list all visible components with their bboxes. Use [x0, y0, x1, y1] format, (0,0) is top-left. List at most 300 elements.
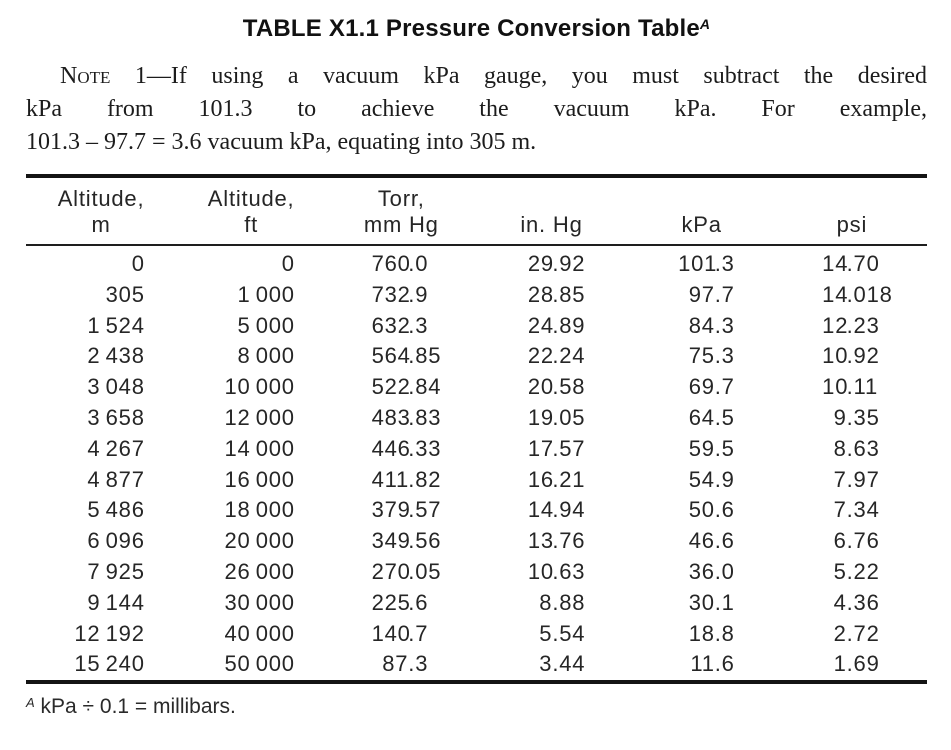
table-row	[26, 341, 927, 372]
cell-value	[822, 465, 895, 496]
cell-value-frac: .3	[714, 343, 735, 369]
cell-value-int: 20	[527, 374, 554, 400]
cell-value-frac: .22	[846, 558, 880, 584]
cell-kpa	[627, 245, 777, 280]
cell-altitude-ft	[176, 526, 326, 557]
cell-value-frac: .5	[714, 404, 735, 430]
cell-value-frac: .3	[714, 251, 735, 276]
cell-value-int: 10	[527, 558, 554, 584]
cell-value-int: 12 192	[74, 620, 145, 646]
cell-torr-mm-hg	[326, 341, 476, 372]
cell-value-frac: .0	[408, 251, 429, 276]
cell-value-int: 22	[527, 343, 554, 369]
cell-altitude-m	[26, 372, 176, 403]
cell-value-int: 9 144	[87, 589, 145, 615]
cell-value-frac: .76	[846, 528, 880, 554]
cell-value	[822, 434, 895, 465]
cell-value	[71, 588, 144, 619]
cell-value	[221, 311, 294, 342]
cell-torr-mm-hg	[326, 619, 476, 650]
cell-value	[71, 249, 144, 280]
cell-psi	[777, 245, 927, 280]
cell-value	[528, 495, 589, 526]
column-header-line1: Altitude,	[57, 186, 145, 211]
cell-value-int: 12 000	[224, 404, 295, 430]
cell-value-int: 101	[678, 251, 718, 276]
cell-value	[71, 465, 144, 496]
cell-in-hg	[476, 619, 626, 650]
cell-value	[528, 372, 589, 403]
cell-value-frac: .33	[408, 435, 442, 461]
cell-value	[822, 526, 895, 557]
cell-value	[221, 434, 294, 465]
cell-value-int: 40 000	[224, 620, 295, 646]
cell-value	[221, 649, 294, 680]
cell-value-frac: .72	[846, 620, 880, 646]
cell-value	[528, 649, 589, 680]
cell-value	[221, 588, 294, 619]
cell-psi	[777, 495, 927, 526]
cell-value	[71, 495, 144, 526]
cell-value-frac: .56	[408, 528, 442, 554]
cell-value-int: 14 000	[224, 435, 295, 461]
cell-value-frac: .0	[714, 558, 735, 584]
note-line-3: 101.3 – 97.7 = 3.6 vacuum kPa, equating into 305 m.	[26, 129, 537, 155]
cell-altitude-m	[26, 588, 176, 619]
cell-psi	[777, 341, 927, 372]
cell-value-frac: .11	[846, 374, 878, 400]
cell-value	[678, 588, 739, 619]
cell-value-int: 1 000	[237, 281, 295, 307]
cell-psi	[777, 372, 927, 403]
cell-altitude-m	[26, 557, 176, 588]
cell-value-int: 15 240	[74, 651, 145, 677]
cell-value	[678, 403, 739, 434]
cell-value-int: 760	[371, 251, 411, 276]
cell-psi	[777, 311, 927, 342]
cell-value	[822, 557, 895, 588]
cell-torr-mm-hg	[326, 280, 476, 311]
pressure-conversion-table	[26, 174, 927, 684]
cell-value	[71, 557, 144, 588]
cell-in-hg	[476, 280, 626, 311]
table-row	[26, 649, 927, 682]
cell-torr-mm-hg	[326, 372, 476, 403]
cell-value	[221, 403, 294, 434]
cell-value	[678, 649, 739, 680]
note-line-1-text: 1—If using a vacuum kPa gauge, you must subtract the desired	[110, 63, 927, 89]
cell-value-int: 20 000	[224, 528, 295, 554]
cell-value-frac: .7	[714, 281, 735, 307]
cell-psi	[777, 434, 927, 465]
cell-kpa	[627, 526, 777, 557]
cell-value-int: 18 000	[224, 497, 295, 523]
cell-value-int: 11	[690, 651, 715, 677]
cell-kpa	[627, 495, 777, 526]
cell-value-frac: .3	[714, 312, 735, 338]
cell-value-int: 29	[527, 251, 554, 276]
cell-value	[528, 280, 589, 311]
cell-altitude-m	[26, 649, 176, 682]
cell-value-int: 18	[688, 620, 715, 646]
cell-value	[678, 249, 739, 280]
cell-value-int: 64	[688, 404, 715, 430]
cell-torr-mm-hg	[326, 434, 476, 465]
cell-value	[71, 280, 144, 311]
cell-value-int: 14	[822, 281, 849, 307]
cell-value	[372, 311, 445, 342]
cell-value-int: 5	[539, 620, 553, 646]
cell-altitude-ft	[176, 588, 326, 619]
cell-altitude-ft	[176, 495, 326, 526]
table-title	[26, 14, 927, 44]
table-header-row	[26, 176, 927, 245]
cell-value	[221, 372, 294, 403]
note-label: Note	[60, 63, 111, 89]
cell-value-frac: .6	[714, 651, 735, 677]
cell-psi	[777, 619, 927, 650]
cell-altitude-ft	[176, 311, 326, 342]
cell-value-frac: .1	[714, 589, 735, 615]
cell-value-frac: .94	[552, 497, 586, 523]
cell-in-hg	[476, 557, 626, 588]
cell-kpa	[627, 619, 777, 650]
cell-value	[372, 403, 445, 434]
cell-value	[71, 311, 144, 342]
cell-value-frac: .92	[846, 343, 880, 369]
cell-value-int: 5 486	[87, 497, 145, 523]
cell-value	[71, 434, 144, 465]
cell-value-int: 16 000	[224, 466, 295, 492]
table-row	[26, 557, 927, 588]
cell-torr-mm-hg	[326, 245, 476, 280]
cell-value-int: 379	[371, 497, 411, 523]
table-row	[26, 434, 927, 465]
cell-value-int: 2 438	[87, 343, 145, 369]
cell-value-frac: .54	[552, 620, 586, 646]
column-header-altitude-m	[26, 176, 176, 245]
cell-value-int: 564	[371, 343, 411, 369]
cell-value-int: 8	[833, 435, 847, 461]
cell-value	[221, 341, 294, 372]
cell-value-int: 7 925	[87, 558, 145, 584]
cell-value-frac: .6	[714, 497, 735, 523]
column-header-line2: kPa	[681, 212, 722, 237]
cell-in-hg	[476, 495, 626, 526]
cell-in-hg	[476, 649, 626, 682]
cell-value-int: 225	[371, 589, 411, 615]
cell-psi	[777, 649, 927, 682]
table-row	[26, 465, 927, 496]
cell-value-int: 522	[371, 374, 411, 400]
cell-value-int: 14	[527, 497, 554, 523]
cell-value-frac: .69	[846, 651, 880, 677]
cell-value-int: 24	[527, 312, 554, 338]
cell-value	[372, 249, 445, 280]
cell-kpa	[627, 649, 777, 682]
cell-value-int: 97	[688, 281, 715, 307]
cell-torr-mm-hg	[326, 403, 476, 434]
cell-altitude-m	[26, 311, 176, 342]
cell-value-int: 732	[371, 281, 411, 307]
cell-value-int: 140	[371, 620, 411, 646]
cell-value-int: 50 000	[224, 651, 295, 677]
cell-torr-mm-hg	[326, 649, 476, 682]
cell-value-int: 46	[688, 528, 715, 554]
cell-value-frac: .05	[408, 558, 442, 584]
cell-value-frac: .63	[846, 435, 880, 461]
cell-value-frac: .63	[552, 558, 586, 584]
cell-altitude-m	[26, 465, 176, 496]
cell-value-int: 1 524	[87, 312, 145, 338]
cell-value	[221, 619, 294, 650]
cell-value-frac: .3	[408, 312, 429, 338]
cell-value-int: 10	[822, 374, 849, 400]
cell-torr-mm-hg	[326, 495, 476, 526]
cell-value-int: 2	[833, 620, 847, 646]
cell-torr-mm-hg	[326, 557, 476, 588]
table-row	[26, 495, 927, 526]
column-header-in-hg	[476, 176, 626, 245]
cell-value-int: 3 658	[87, 404, 145, 430]
cell-value-int: 5 000	[237, 312, 295, 338]
cell-value-int: 84	[688, 312, 715, 338]
cell-value	[528, 434, 589, 465]
cell-in-hg	[476, 311, 626, 342]
cell-value	[372, 649, 445, 680]
cell-value-int: 3	[539, 651, 553, 677]
cell-value-frac: .018	[846, 281, 893, 307]
cell-value-int: 50	[688, 497, 715, 523]
cell-kpa	[627, 588, 777, 619]
cell-value-int: 8 000	[237, 343, 295, 369]
cell-psi	[777, 280, 927, 311]
column-header-line1: Altitude,	[207, 186, 295, 211]
cell-value-int: 87	[382, 651, 409, 677]
cell-value-frac: .9	[408, 281, 429, 307]
column-header-line2: mm Hg	[363, 212, 439, 237]
cell-value-frac: .34	[846, 497, 880, 523]
cell-psi	[777, 465, 927, 496]
cell-torr-mm-hg	[326, 311, 476, 342]
cell-altitude-ft	[176, 245, 326, 280]
table-row	[26, 245, 927, 280]
cell-altitude-ft	[176, 434, 326, 465]
cell-value-frac: .97	[846, 466, 880, 492]
cell-value	[822, 619, 895, 650]
cell-kpa	[627, 280, 777, 311]
cell-value-int: 7	[833, 497, 847, 523]
cell-altitude-ft	[176, 372, 326, 403]
cell-value-frac: .05	[552, 404, 586, 430]
cell-value	[71, 526, 144, 557]
cell-value	[678, 557, 739, 588]
cell-value-frac: .21	[552, 466, 586, 492]
cell-value-int: 9	[833, 404, 847, 430]
cell-value	[822, 280, 895, 311]
cell-value-frac: .85	[408, 343, 442, 369]
cell-value	[678, 434, 739, 465]
cell-value-frac: .44	[552, 651, 586, 677]
cell-value-frac: .88	[552, 589, 586, 615]
cell-torr-mm-hg	[326, 526, 476, 557]
cell-value	[372, 588, 445, 619]
cell-value-int: 30	[688, 589, 715, 615]
cell-value-int: 6	[833, 528, 847, 554]
cell-value	[372, 372, 445, 403]
cell-value	[372, 619, 445, 650]
cell-value-int: 0	[131, 251, 145, 276]
cell-value	[372, 526, 445, 557]
table-header	[26, 176, 927, 245]
cell-value	[528, 588, 589, 619]
cell-value	[528, 619, 589, 650]
cell-value-frac: .7	[408, 620, 429, 646]
cell-value-frac: .23	[846, 312, 880, 338]
cell-kpa	[627, 465, 777, 496]
cell-altitude-ft	[176, 403, 326, 434]
column-header-psi	[777, 176, 927, 245]
cell-value	[678, 619, 739, 650]
cell-value	[822, 372, 895, 403]
cell-torr-mm-hg	[326, 588, 476, 619]
cell-value	[221, 249, 294, 280]
table-row	[26, 403, 927, 434]
cell-value	[71, 403, 144, 434]
cell-value-frac: .83	[408, 404, 442, 430]
cell-value	[221, 280, 294, 311]
cell-value	[71, 649, 144, 680]
cell-value-int: 305	[105, 281, 145, 307]
column-header-line2: in. Hg	[520, 212, 583, 237]
cell-value	[221, 526, 294, 557]
cell-value	[372, 495, 445, 526]
cell-value	[221, 557, 294, 588]
column-header-line2: ft	[244, 212, 259, 237]
cell-value	[528, 465, 589, 496]
cell-value-int: 69	[688, 374, 715, 400]
cell-altitude-m	[26, 341, 176, 372]
cell-psi	[777, 588, 927, 619]
cell-altitude-m	[26, 495, 176, 526]
cell-value-int: 3 048	[87, 374, 145, 400]
cell-value-int: 36	[688, 558, 715, 584]
cell-value-frac: .57	[552, 435, 586, 461]
cell-value-int: 14	[822, 251, 849, 276]
cell-altitude-m	[26, 434, 176, 465]
cell-in-hg	[476, 526, 626, 557]
cell-value	[71, 619, 144, 650]
cell-value-frac: .85	[552, 281, 586, 307]
cell-value	[678, 341, 739, 372]
cell-value-frac: .35	[846, 404, 880, 430]
cell-kpa	[627, 372, 777, 403]
cell-altitude-ft	[176, 341, 326, 372]
cell-kpa	[627, 311, 777, 342]
cell-value	[372, 557, 445, 588]
cell-altitude-m	[26, 403, 176, 434]
cell-value-int: 4	[833, 589, 847, 615]
cell-value-int: 483	[371, 404, 411, 430]
cell-value	[528, 249, 589, 280]
cell-value-frac: .3	[408, 651, 429, 677]
cell-value	[528, 526, 589, 557]
cell-value-int: 75	[688, 343, 715, 369]
cell-value-int: 4 877	[87, 466, 145, 492]
cell-altitude-ft	[176, 619, 326, 650]
cell-value-int: 13	[527, 528, 554, 554]
note-line-1	[26, 60, 927, 93]
cell-value-frac: .6	[714, 528, 735, 554]
cell-value	[372, 280, 445, 311]
cell-torr-mm-hg	[326, 465, 476, 496]
cell-value-int: 5	[833, 558, 847, 584]
cell-value-frac: .6	[408, 589, 429, 615]
cell-value-int: 10	[822, 343, 849, 369]
cell-value-int: 28	[527, 281, 554, 307]
cell-value-frac: .70	[846, 251, 880, 276]
table-body	[26, 245, 927, 682]
cell-in-hg	[476, 245, 626, 280]
table-title-footnote-ref: A	[699, 16, 711, 32]
column-header-line1: Torr,	[377, 186, 425, 211]
table-title-text: TABLE X1.1 Pressure Conversion Table	[242, 15, 700, 42]
cell-value	[822, 311, 895, 342]
cell-value	[822, 403, 895, 434]
cell-value-int: 8	[539, 589, 553, 615]
column-header-line2: psi	[836, 212, 868, 237]
cell-value-int: 16	[527, 466, 554, 492]
table-row	[26, 588, 927, 619]
cell-value-frac: .89	[552, 312, 586, 338]
footnote-text: kPa ÷ 0.1 = millibars.	[34, 695, 236, 719]
cell-altitude-ft	[176, 649, 326, 682]
cell-in-hg	[476, 434, 626, 465]
cell-value-frac: .7	[714, 374, 735, 400]
cell-value-frac: .92	[552, 251, 586, 276]
cell-in-hg	[476, 403, 626, 434]
cell-value-int: 6 096	[87, 528, 145, 554]
cell-value	[822, 649, 895, 680]
cell-value-frac: .36	[846, 589, 880, 615]
table-row	[26, 280, 927, 311]
cell-value	[372, 341, 445, 372]
cell-value-int: 4 267	[87, 435, 145, 461]
cell-psi	[777, 526, 927, 557]
cell-value-int: 10 000	[224, 374, 295, 400]
cell-value-frac: .84	[408, 374, 442, 400]
cell-value	[678, 495, 739, 526]
cell-kpa	[627, 403, 777, 434]
cell-altitude-m	[26, 280, 176, 311]
cell-value	[678, 372, 739, 403]
cell-value-int: 349	[371, 528, 411, 554]
cell-value-int: 7	[833, 466, 847, 492]
table-row	[26, 619, 927, 650]
cell-value-int: 632	[371, 312, 411, 338]
footnote-ref: A	[26, 695, 35, 711]
cell-value	[678, 526, 739, 557]
note-paragraph	[26, 60, 927, 159]
cell-value-int: 54	[688, 466, 715, 492]
column-header-line2: m	[91, 212, 111, 237]
cell-value-int: 26 000	[224, 558, 295, 584]
cell-value	[678, 311, 739, 342]
cell-kpa	[627, 557, 777, 588]
table-row	[26, 311, 927, 342]
cell-altitude-m	[26, 619, 176, 650]
cell-kpa	[627, 341, 777, 372]
